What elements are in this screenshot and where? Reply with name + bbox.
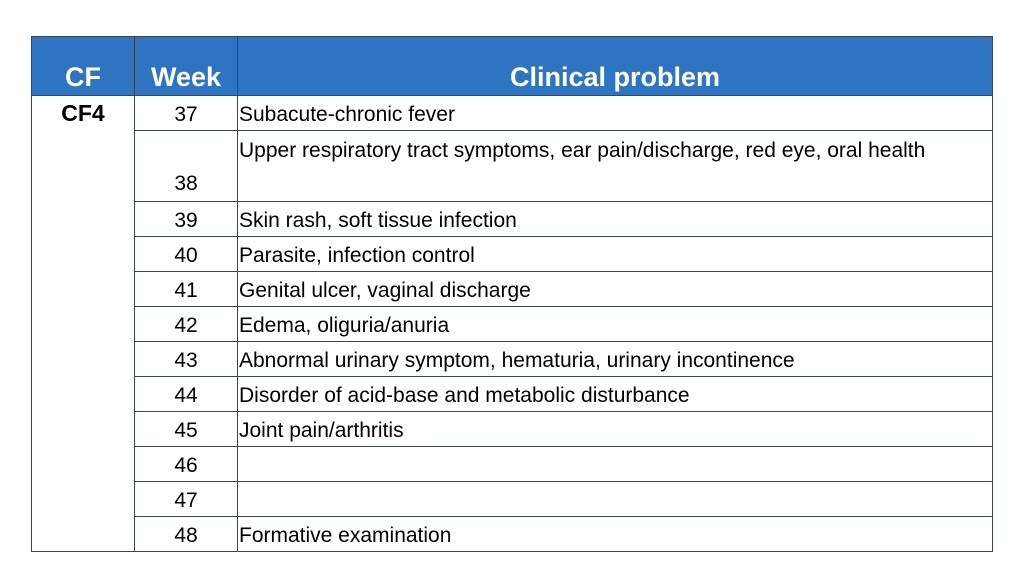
problem-cell: Upper respiratory tract symptoms, ear pain/discharge, red eye, oral health xyxy=(238,131,993,202)
header-cf: CF xyxy=(32,37,135,96)
problem-cell: Edema, oliguria/anuria xyxy=(238,307,993,342)
table-row xyxy=(32,272,993,307)
table-row xyxy=(32,482,993,517)
table-header xyxy=(32,37,993,96)
table-row xyxy=(32,307,993,342)
problem-cell: Abnormal urinary symptom, hematuria, urinary incontinence xyxy=(238,342,993,377)
week-cell: 48 xyxy=(135,517,238,552)
table-row xyxy=(32,202,993,237)
problem-cell: Genital ulcer, vaginal discharge xyxy=(238,272,993,307)
problem-cell: Skin rash, soft tissue infection xyxy=(238,202,993,237)
problem-cell xyxy=(238,447,993,482)
problem-cell: Disorder of acid-base and metabolic disturbance xyxy=(238,377,993,412)
table-row xyxy=(32,517,993,552)
table-row xyxy=(32,131,993,202)
week-cell: 41 xyxy=(135,272,238,307)
week-cell: 38 xyxy=(135,131,238,202)
week-cell: 46 xyxy=(135,447,238,482)
table-row xyxy=(32,237,993,272)
problem-cell: Joint pain/arthritis xyxy=(238,412,993,447)
week-cell: 37 xyxy=(135,96,238,131)
table-row xyxy=(32,412,993,447)
week-cell: 47 xyxy=(135,482,238,517)
clinical-schedule-table xyxy=(31,36,993,552)
header-row xyxy=(32,37,993,96)
table-row xyxy=(32,377,993,412)
week-cell: 40 xyxy=(135,237,238,272)
week-cell: 39 xyxy=(135,202,238,237)
problem-cell: Parasite, infection control xyxy=(238,237,993,272)
problem-cell xyxy=(238,482,993,517)
table-row xyxy=(32,342,993,377)
problem-cell: Subacute-chronic fever xyxy=(238,96,993,131)
week-cell: 45 xyxy=(135,412,238,447)
header-week: Week xyxy=(135,37,238,96)
week-cell: 42 xyxy=(135,307,238,342)
table-row xyxy=(32,447,993,482)
cf-block-label: CF4 xyxy=(32,96,135,552)
table-row xyxy=(32,96,993,131)
table-body xyxy=(32,96,993,552)
header-clinical-problem: Clinical problem xyxy=(238,37,993,96)
week-cell: 44 xyxy=(135,377,238,412)
week-cell: 43 xyxy=(135,342,238,377)
problem-cell: Formative examination xyxy=(238,517,993,552)
